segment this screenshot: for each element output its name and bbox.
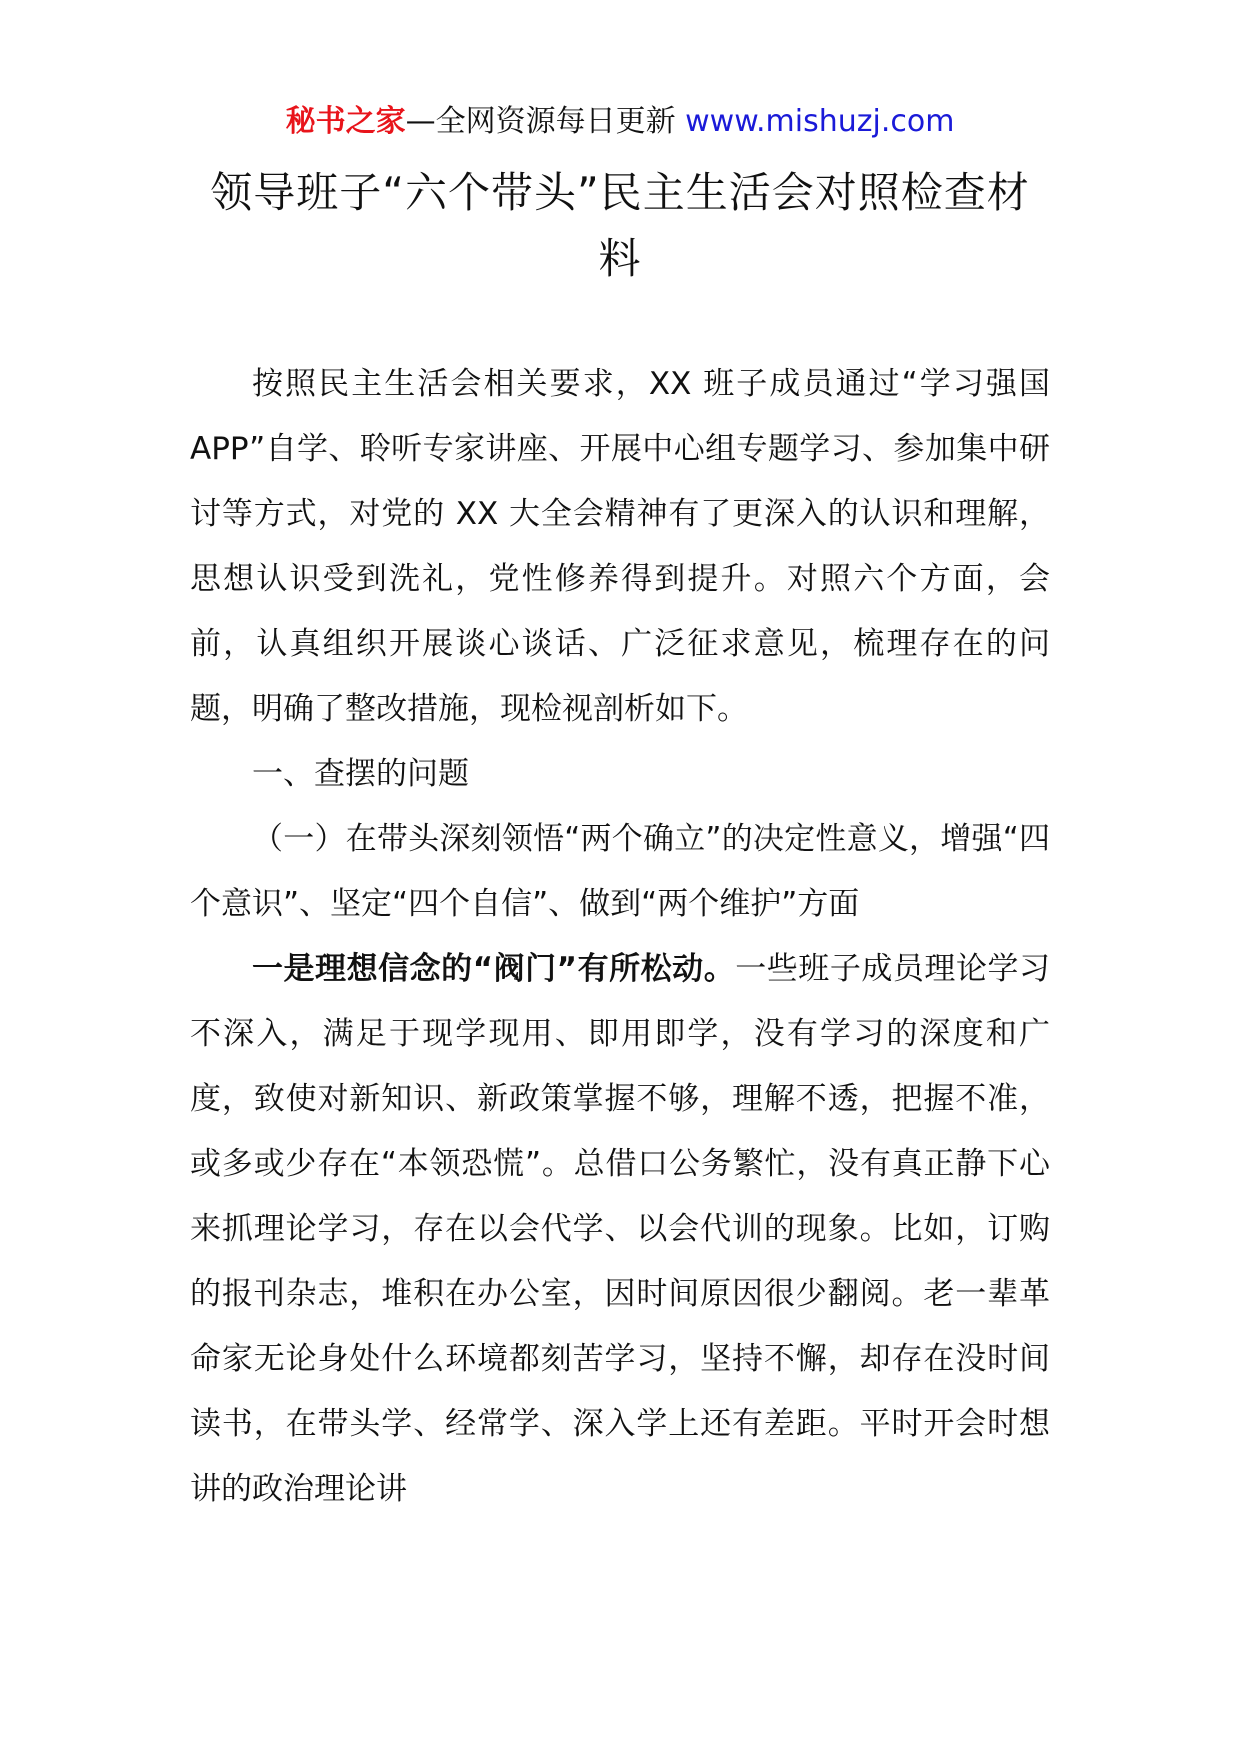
site-header bbox=[0, 100, 1240, 144]
subsection-heading: （一）在带头深刻领悟“两个确立”的决定性意义，增强“四个意识”、坚定“四个自信”、做到“两个维护”方面 bbox=[190, 821, 1050, 922]
site-brand: 秘书之家 bbox=[285, 104, 406, 139]
site-tagline: —全网资源每日更新 bbox=[405, 104, 686, 139]
section-heading: 一、查摆的问题 bbox=[252, 756, 469, 792]
intro-paragraph: 按照民主生活会相关要求，XX 班子成员通过“学习强国 APP”自学、聆听专家讲座、开展中心组专题学习、参加集中研讨等方式，对党的 XX 大全会精神有了更深入的认识和理解，思想认识受到洗礼，党性修养得到提升。对照六个方面，会前，认真组织开展谈心谈话、广泛征求意见，梳理存在的问题，明确了整改措施，现检视剖析如下。 bbox=[190, 366, 1050, 727]
document-title: 领导班子“六个带头”民主生活会对照检查材料 bbox=[210, 168, 1030, 283]
point-one-paragraph bbox=[190, 937, 1050, 1522]
point-one-text: 一些班子成员理论学习不深入，满足于现学现用、即用即学，没有学习的深度和广度，致使对新知识、新政策掌握不够，理解不透，把握不准，或多或少存在“本领恐慌”。总借口公务繁忙，没有真正静下心来抓理论学习，存在以会代学、以会代训的现象。比如，订购的报刊杂志，堆积在办公室，因时间原因很少翻阅。老一辈革命家无论身处什么环境都刻苦学习，坚持不懈，却存在没时间读书，在带头学、经常学、深入学上还有差距。平时开会时想讲的政治理论讲 bbox=[190, 951, 1051, 1507]
point-one-lead: 一是理想信念的“阀门”有所松动。 bbox=[252, 951, 736, 987]
site-url-link[interactable]: www.mishuzj.com bbox=[685, 104, 955, 139]
document-body bbox=[190, 352, 1050, 1522]
